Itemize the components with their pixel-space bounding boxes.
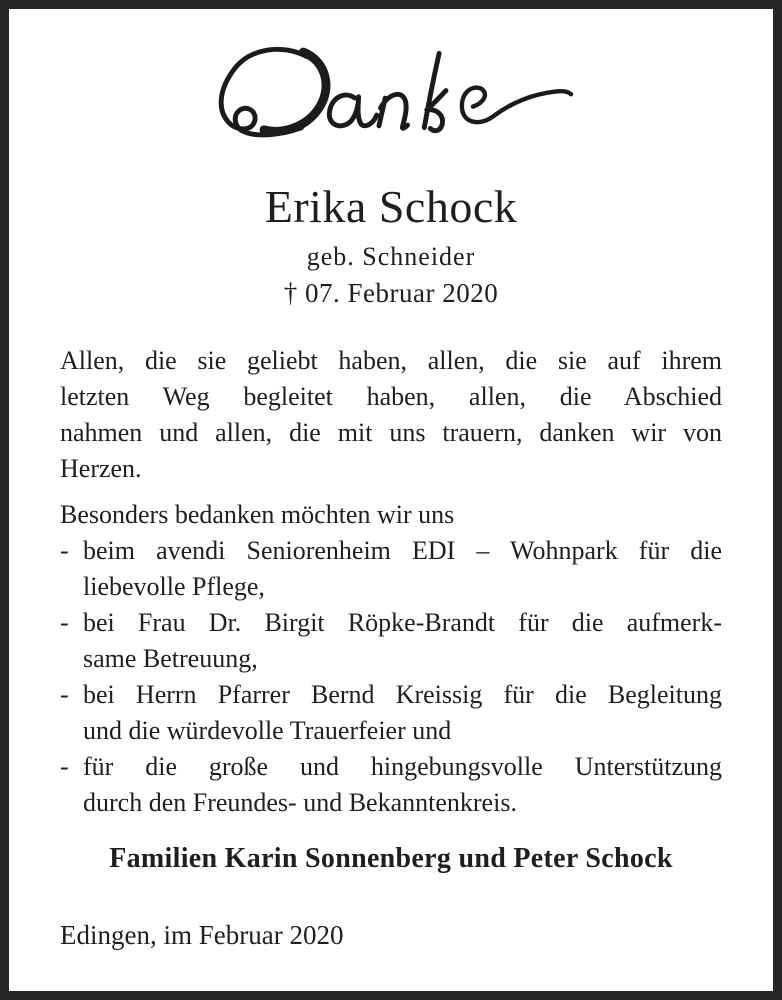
list-item (60, 677, 722, 749)
danke-script (60, 35, 722, 160)
maiden-name: geb. Schneider (306, 242, 476, 271)
danke-handwriting-icon (191, 30, 590, 160)
place-date: Edingen, im Februar 2020 (60, 920, 344, 950)
intro-line: Allen, die sie geliebt haben, allen, die sie auf ihrem (60, 346, 722, 375)
deceased-name: Erika Schock (264, 181, 518, 232)
intro-paragraph (60, 343, 722, 487)
dash-marker: - (60, 608, 69, 637)
list-item-line: und die würdevolle Trauerfeier und (83, 716, 452, 745)
intro-line: Herzen. (60, 454, 142, 483)
dash-marker: - (60, 536, 69, 565)
danke-script-text (193, 35, 194, 36)
intro-line: nahmen und allen, die mit uns trauern, danken wir von (60, 418, 722, 447)
family-signature: Familien Karin Sonnenberg und Peter Schock (109, 843, 673, 874)
thanks-intro: Besonders bedanken möchten wir uns (60, 500, 455, 529)
dash-marker: - (60, 752, 69, 781)
thanks-list (60, 533, 722, 821)
death-date: † 07. Februar 2020 (283, 278, 499, 308)
list-item-line: durch den Freundes- und Bekanntenkreis. (83, 788, 517, 817)
list-item-line: bei Herrn Pfarrer Bernd Kreissig für die Begleitung (83, 680, 722, 709)
list-item (60, 605, 722, 677)
list-item-line: für die große und hingebungsvolle Unterstützung (83, 752, 722, 781)
list-item (60, 533, 722, 605)
intro-line: letzten Weg begleitet haben, allen, die Abschied (60, 382, 722, 411)
list-item-line: same Betreuung, (83, 644, 258, 673)
list-item-line: liebevolle Pflege, (83, 572, 265, 601)
dash-marker: - (60, 680, 69, 709)
list-item (60, 749, 722, 821)
notice-body (60, 343, 722, 821)
list-item-line: beim avendi Seniorenheim EDI – Wohnpark für die (83, 536, 722, 565)
list-item-line: bei Frau Dr. Birgit Röpke-Brandt für die aufmerk- (83, 608, 722, 637)
